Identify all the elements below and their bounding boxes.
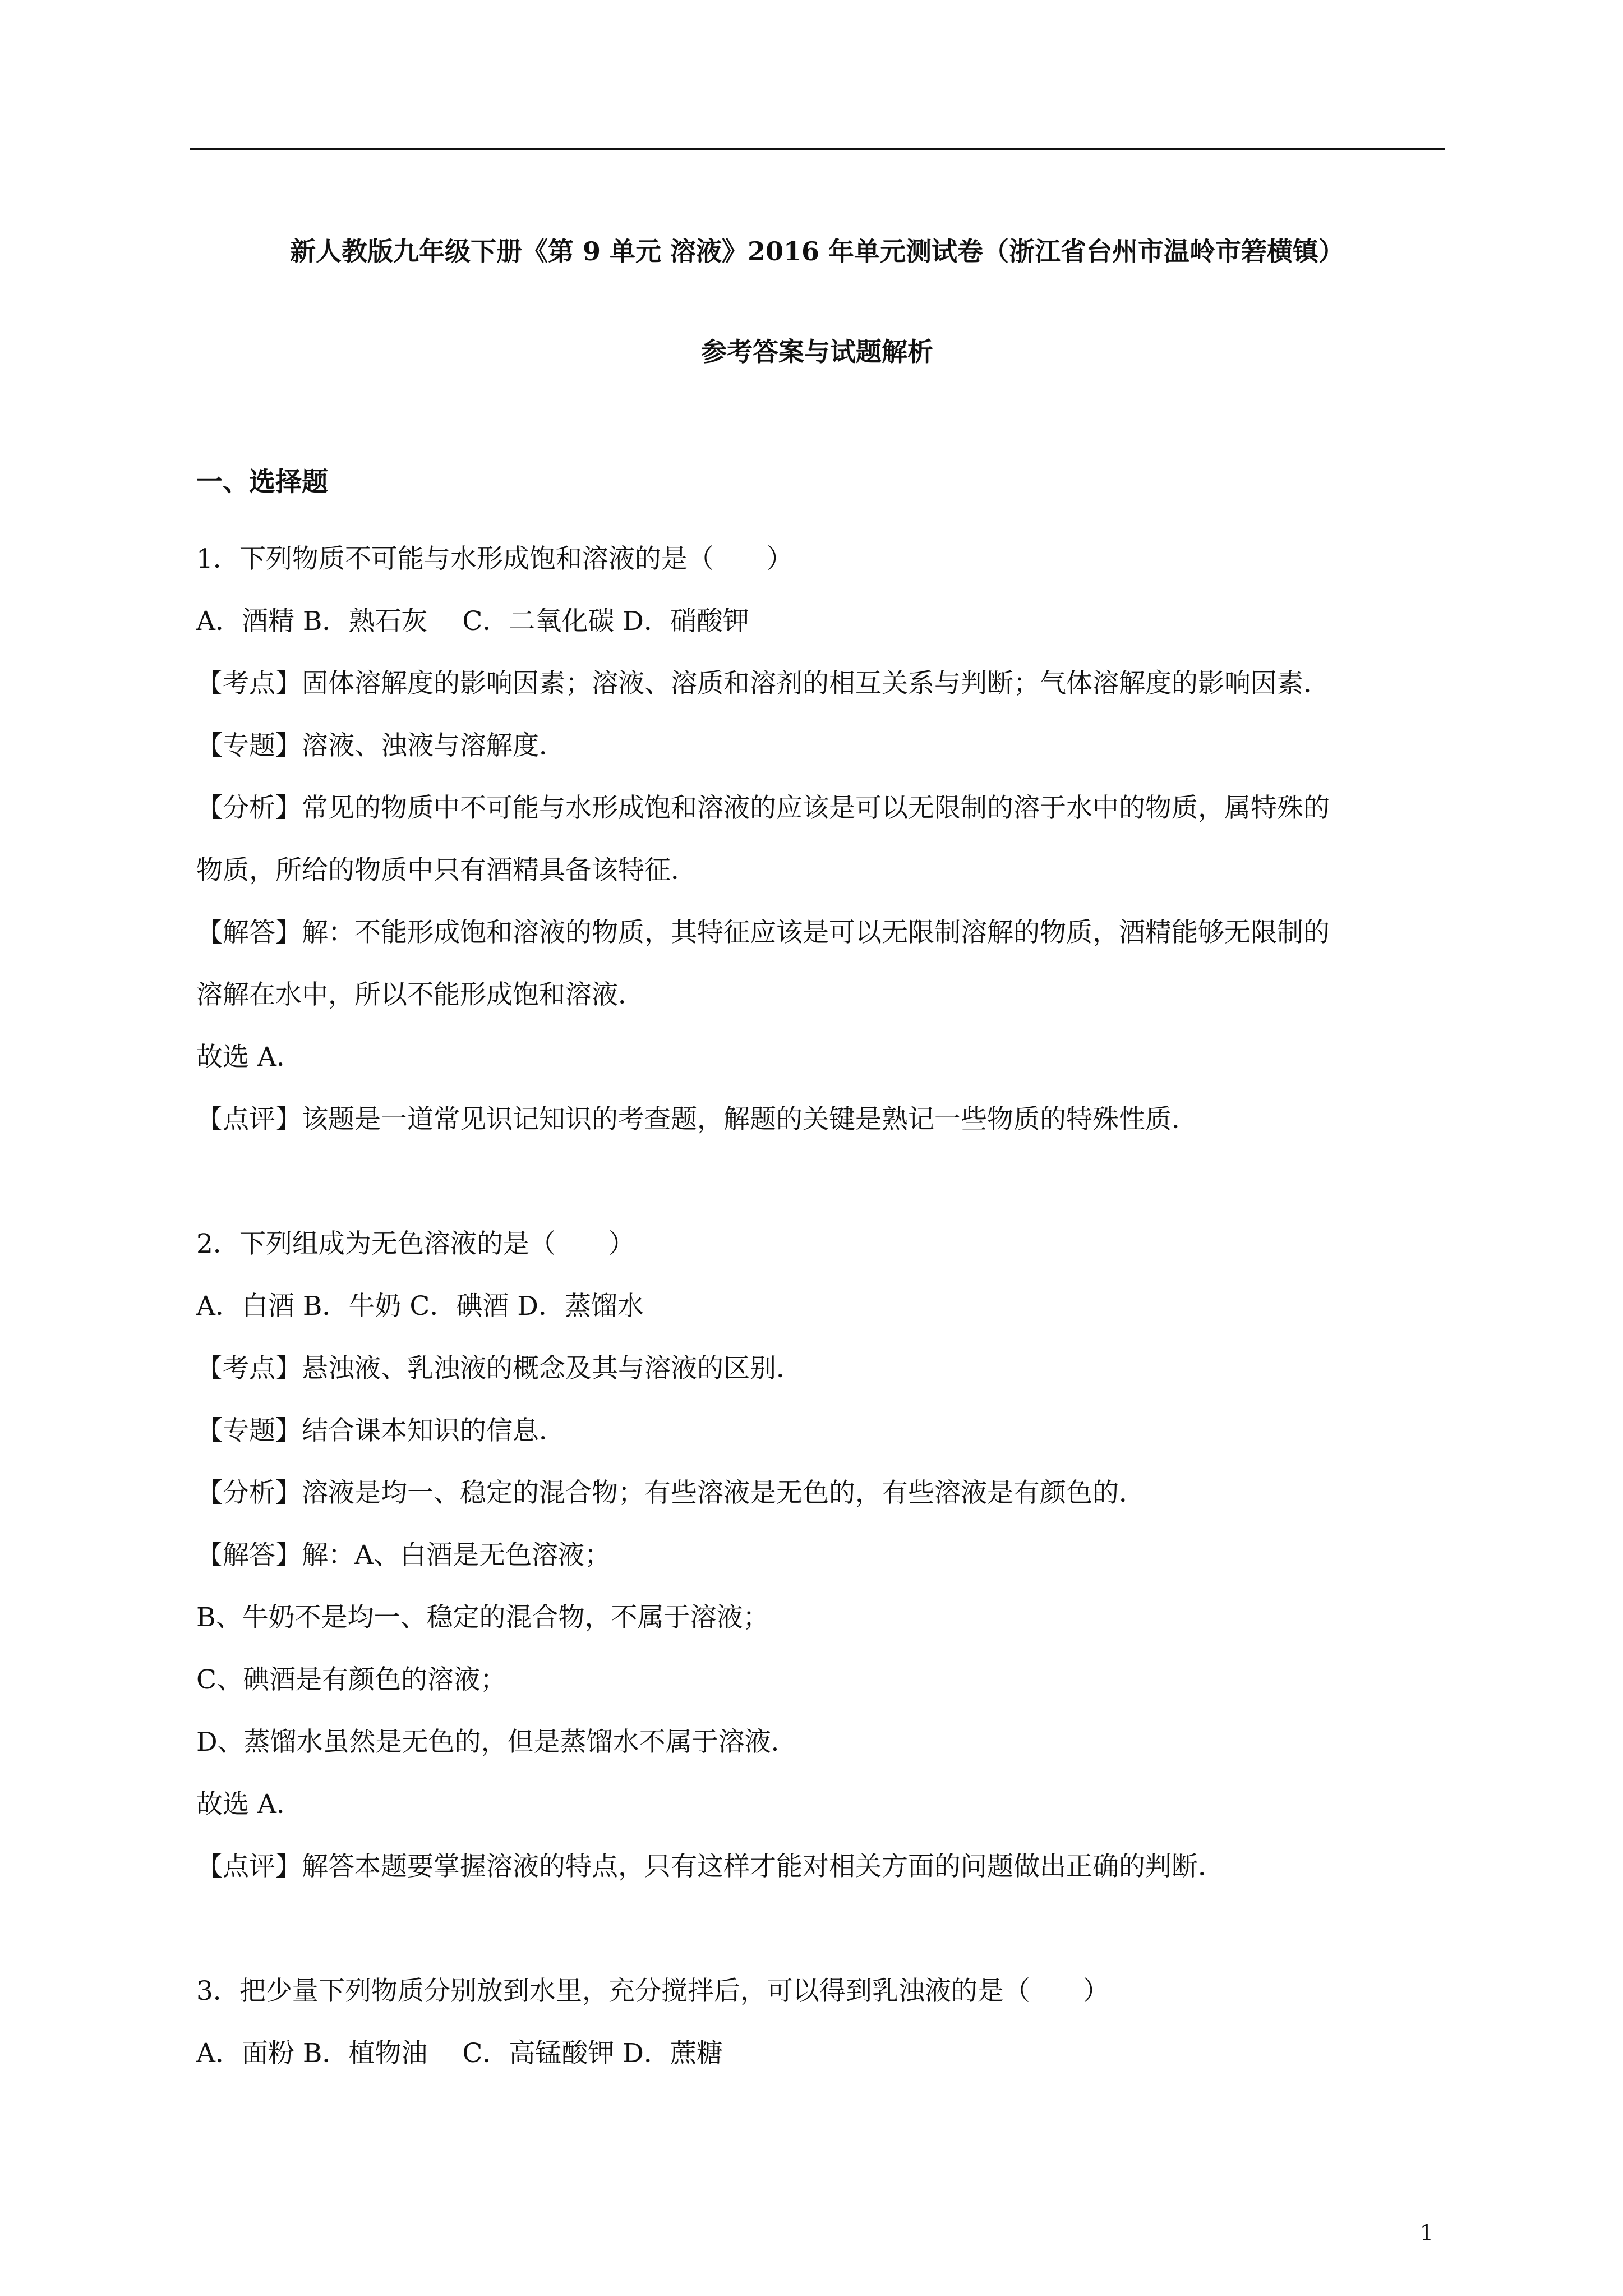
page-number: 1 (1419, 2220, 1433, 2245)
question-2-comment: 【点评】解答本题要掌握溶液的特点，只有这样才能对相关方面的问题做出正确的判断． (196, 1851, 1224, 1882)
question-1-kaodian: 【考点】固体溶解度的影响因素；溶液、溶质和溶剂的相互关系与判断；气体溶解度的影响因素． (196, 668, 1330, 699)
question-2-zhuanti: 【专题】结合课本知识的信息． (196, 1415, 565, 1446)
question-3-options: A．面粉 B．植物油 C．高锰酸钾 D．蔗糖 (196, 2038, 723, 2069)
question-spacer (196, 1898, 1445, 1960)
header-rule (190, 148, 1445, 150)
question-1-comment: 【点评】该题是一道常见识记知识的考查题，解题的关键是熟记一些物质的特殊性质． (196, 1104, 1198, 1135)
question-2-answer: 故选 A． (196, 1789, 303, 1820)
question-2-solution-line-3: C、碘酒是有颜色的溶液； (196, 1664, 506, 1695)
question-1-stem: 1．下列物质不可能与水形成饱和溶液的是（ ） (196, 544, 793, 574)
question-1-analysis-line-2: 物质，所给的物质中只有酒精具备该特征． (196, 855, 697, 886)
document-subtitle: 参考答案与试题解析 (701, 337, 933, 367)
question-2-options: A．白酒 B．牛奶 C．碘酒 D．蒸馏水 (196, 1291, 644, 1322)
question-1-options: A．酒精 B．熟石灰 C．二氧化碳 D．硝酸钾 (196, 606, 749, 637)
document-title: 新人教版九年级下册《第 9 单元 溶液》2016 年单元测试卷（浙江省台州市温岭市箬横镇） (289, 236, 1345, 266)
question-1-analysis-line-1: 【分析】常见的物质中不可能与水形成饱和溶液的应该是可以无限制的溶于水中的物质，属特殊的 (196, 793, 1330, 823)
question-2-kaodian: 【考点】悬浊液、乳浊液的概念及其与溶液的区别． (196, 1353, 803, 1384)
question-1-zhuanti: 【专题】溶液、浊液与溶解度． (196, 730, 565, 761)
question-2-analysis: 【分析】溶液是均一、稳定的混合物；有些溶液是无色的，有些溶液是有颜色的． (196, 1478, 1145, 1508)
question-1-solution-line-2: 溶解在水中，所以不能形成饱和溶液． (196, 979, 644, 1010)
section-title: 一、选择题 (196, 467, 328, 498)
question-1-solution-line-1: 【解答】解：不能形成饱和溶液的物质，其特征应该是可以无限制溶解的物质，酒精能够无限制的 (196, 917, 1330, 948)
question-2-solution-line-4: D、蒸馏水虽然是无色的，但是蒸馏水不属于溶液． (196, 1727, 797, 1757)
multiple-choice-section (196, 466, 1445, 2085)
question-2-solution-line-2: B、牛奶不是均一、稳定的混合物，不属于溶液； (196, 1602, 769, 1633)
question-2 (196, 1213, 1445, 1898)
question-spacer (196, 1151, 1445, 1213)
question-3-stem: 3．把少量下列物质分别放到水里，充分搅拌后，可以得到乳浊液的是（ ） (196, 1976, 1109, 2007)
question-2-stem: 2．下列组成为无色溶液的是（ ） (196, 1228, 635, 1259)
question-1 (196, 528, 1445, 1151)
question-1-answer: 故选 A． (196, 1042, 303, 1073)
question-2-solution-line-1: 【解答】解：A、白酒是无色溶液； (196, 1540, 611, 1571)
question-3 (196, 1960, 1445, 2085)
